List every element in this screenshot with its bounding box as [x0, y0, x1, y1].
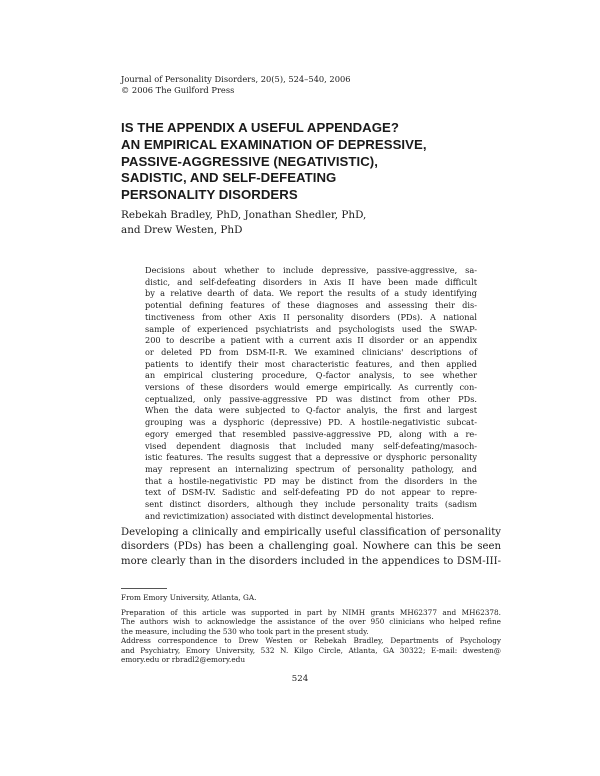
abstract-line: istic features. The results suggest that a depressive or dysphoric personality: [145, 452, 477, 463]
body-line: Developing a clinically and empirically useful classification of personality: [121, 527, 501, 538]
journal-citation: Journal of Personality Disorders, 20(5), 524–540, 2006: [121, 74, 351, 84]
abstract-line: that a hostile-negativistic PD may be distinct from the disorders in the: [145, 475, 477, 486]
author-list: [121, 208, 366, 239]
abstract-line: text of DSM-IV. Sadistic and self-defeating PD do not appear to repre-: [145, 487, 477, 498]
author-line: and Drew Westen, PhD: [121, 224, 243, 237]
abstract-line: When the data were subjected to Q-factor analyis, the first and largest: [145, 405, 477, 416]
abstract-line: potential defining features of these diagnoses and assessing their dis-: [145, 300, 477, 311]
title-line: PASSIVE-AGGRESSIVE (NEGATIVISTIC),: [121, 153, 378, 169]
correspondence-note-line: and Psychiatry, Emory University, 532 N. Kilgo Circle, Atlanta, GA 30322; E-mail: dwesten@: [121, 645, 501, 655]
footnotes: [121, 593, 501, 665]
abstract-line: Decisions about whether to include depressive, passive-aggressive, sa-: [145, 265, 477, 275]
abstract-line: 200 to describe a patient with a current axis II disorder or an appendix: [145, 335, 477, 346]
author-line: Rebekah Bradley, PhD, Jonathan Shedler, PhD,: [121, 209, 367, 221]
title-line: AN EMPIRICAL EXAMINATION OF DEPRESSIVE,: [121, 136, 427, 152]
support-note-line: Preparation of this article was supported in part by NIMH grants MH62377 and MH62378.: [121, 607, 501, 617]
body-line: disorders (PDs) has been a challenging goal. Nowhere can this be seen: [121, 541, 501, 553]
article-title: [121, 120, 501, 204]
abstract-line: an empirical clustering procedure, Q-factor analysis, to see whether: [145, 370, 477, 381]
body-line: more clearly than in the disorders included in the appendices to DSM-III-: [121, 555, 501, 567]
page-number: 524: [291, 674, 309, 684]
abstract: [145, 265, 477, 522]
abstract-line: grouping was a dysphoric (depressive) PD. A hostile-negativistic subcat-: [145, 417, 477, 428]
abstract-line: ceptualized, only passive-aggressive PD was distinct from other PDs.: [145, 393, 477, 404]
abstract-line: may represent an internalizing spectrum of personality pathology, and: [145, 463, 477, 474]
abstract-line: egory emerged that resembled passive-aggressive PD, along with a re-: [145, 428, 477, 439]
support-note-line: The authors wish to acknowledge the assistance of the over 950 clinicians who helped refine: [121, 617, 501, 626]
abstract-line: patients to identify their most characteristic features, and then applied: [145, 358, 477, 369]
abstract-line: tinctiveness from other Axis II personality disorders (PDs). A national: [145, 311, 477, 322]
abstract-line: distic, and self-defeating disorders in Axis II have been made difficult: [145, 276, 477, 287]
abstract-line: sample of experienced psychiatrists and psychologists used the SWAP-: [145, 323, 477, 334]
journal-header: [121, 74, 351, 96]
abstract-line: by a relative dearth of data. We report the results of a study identifying: [145, 288, 477, 299]
abstract-line: sent distinct disorders, although they include personality traits (sadism: [145, 499, 477, 510]
correspondence-note-line: Address correspondence to Drew Westen or Rebekah Bradley, Departments of Psychology: [121, 636, 501, 645]
support-note-line: the measure, including the 530 who took part in the present study.: [121, 626, 369, 636]
copyright-line: © 2006 The Guilford Press: [121, 85, 235, 95]
footnote-divider: [121, 588, 167, 589]
abstract-line: and revictimization) associated with distinct developmental histories.: [145, 510, 434, 521]
abstract-line: vised dependent diagnosis that included many self-defeating/masoch-: [145, 440, 477, 451]
abstract-line: versions of these disorders would emerge empirically. As currently con-: [145, 382, 477, 393]
abstract-line: or deleted PD from DSM-II-R. We examined clinicians' descriptions of: [145, 346, 477, 357]
correspondence-note-line: emory.edu or rbradl2@emory.edu: [121, 655, 246, 664]
title-line: PERSONALITY DISORDERS: [121, 187, 298, 203]
title-line: SADISTIC, AND SELF-DEFEATING: [121, 170, 337, 186]
intro-paragraph: [121, 526, 501, 569]
title-line: IS THE APPENDIX A USEFUL APPENDAGE?: [121, 120, 399, 135]
affiliation-note: From Emory University, Atlanta, GA.: [121, 593, 257, 602]
